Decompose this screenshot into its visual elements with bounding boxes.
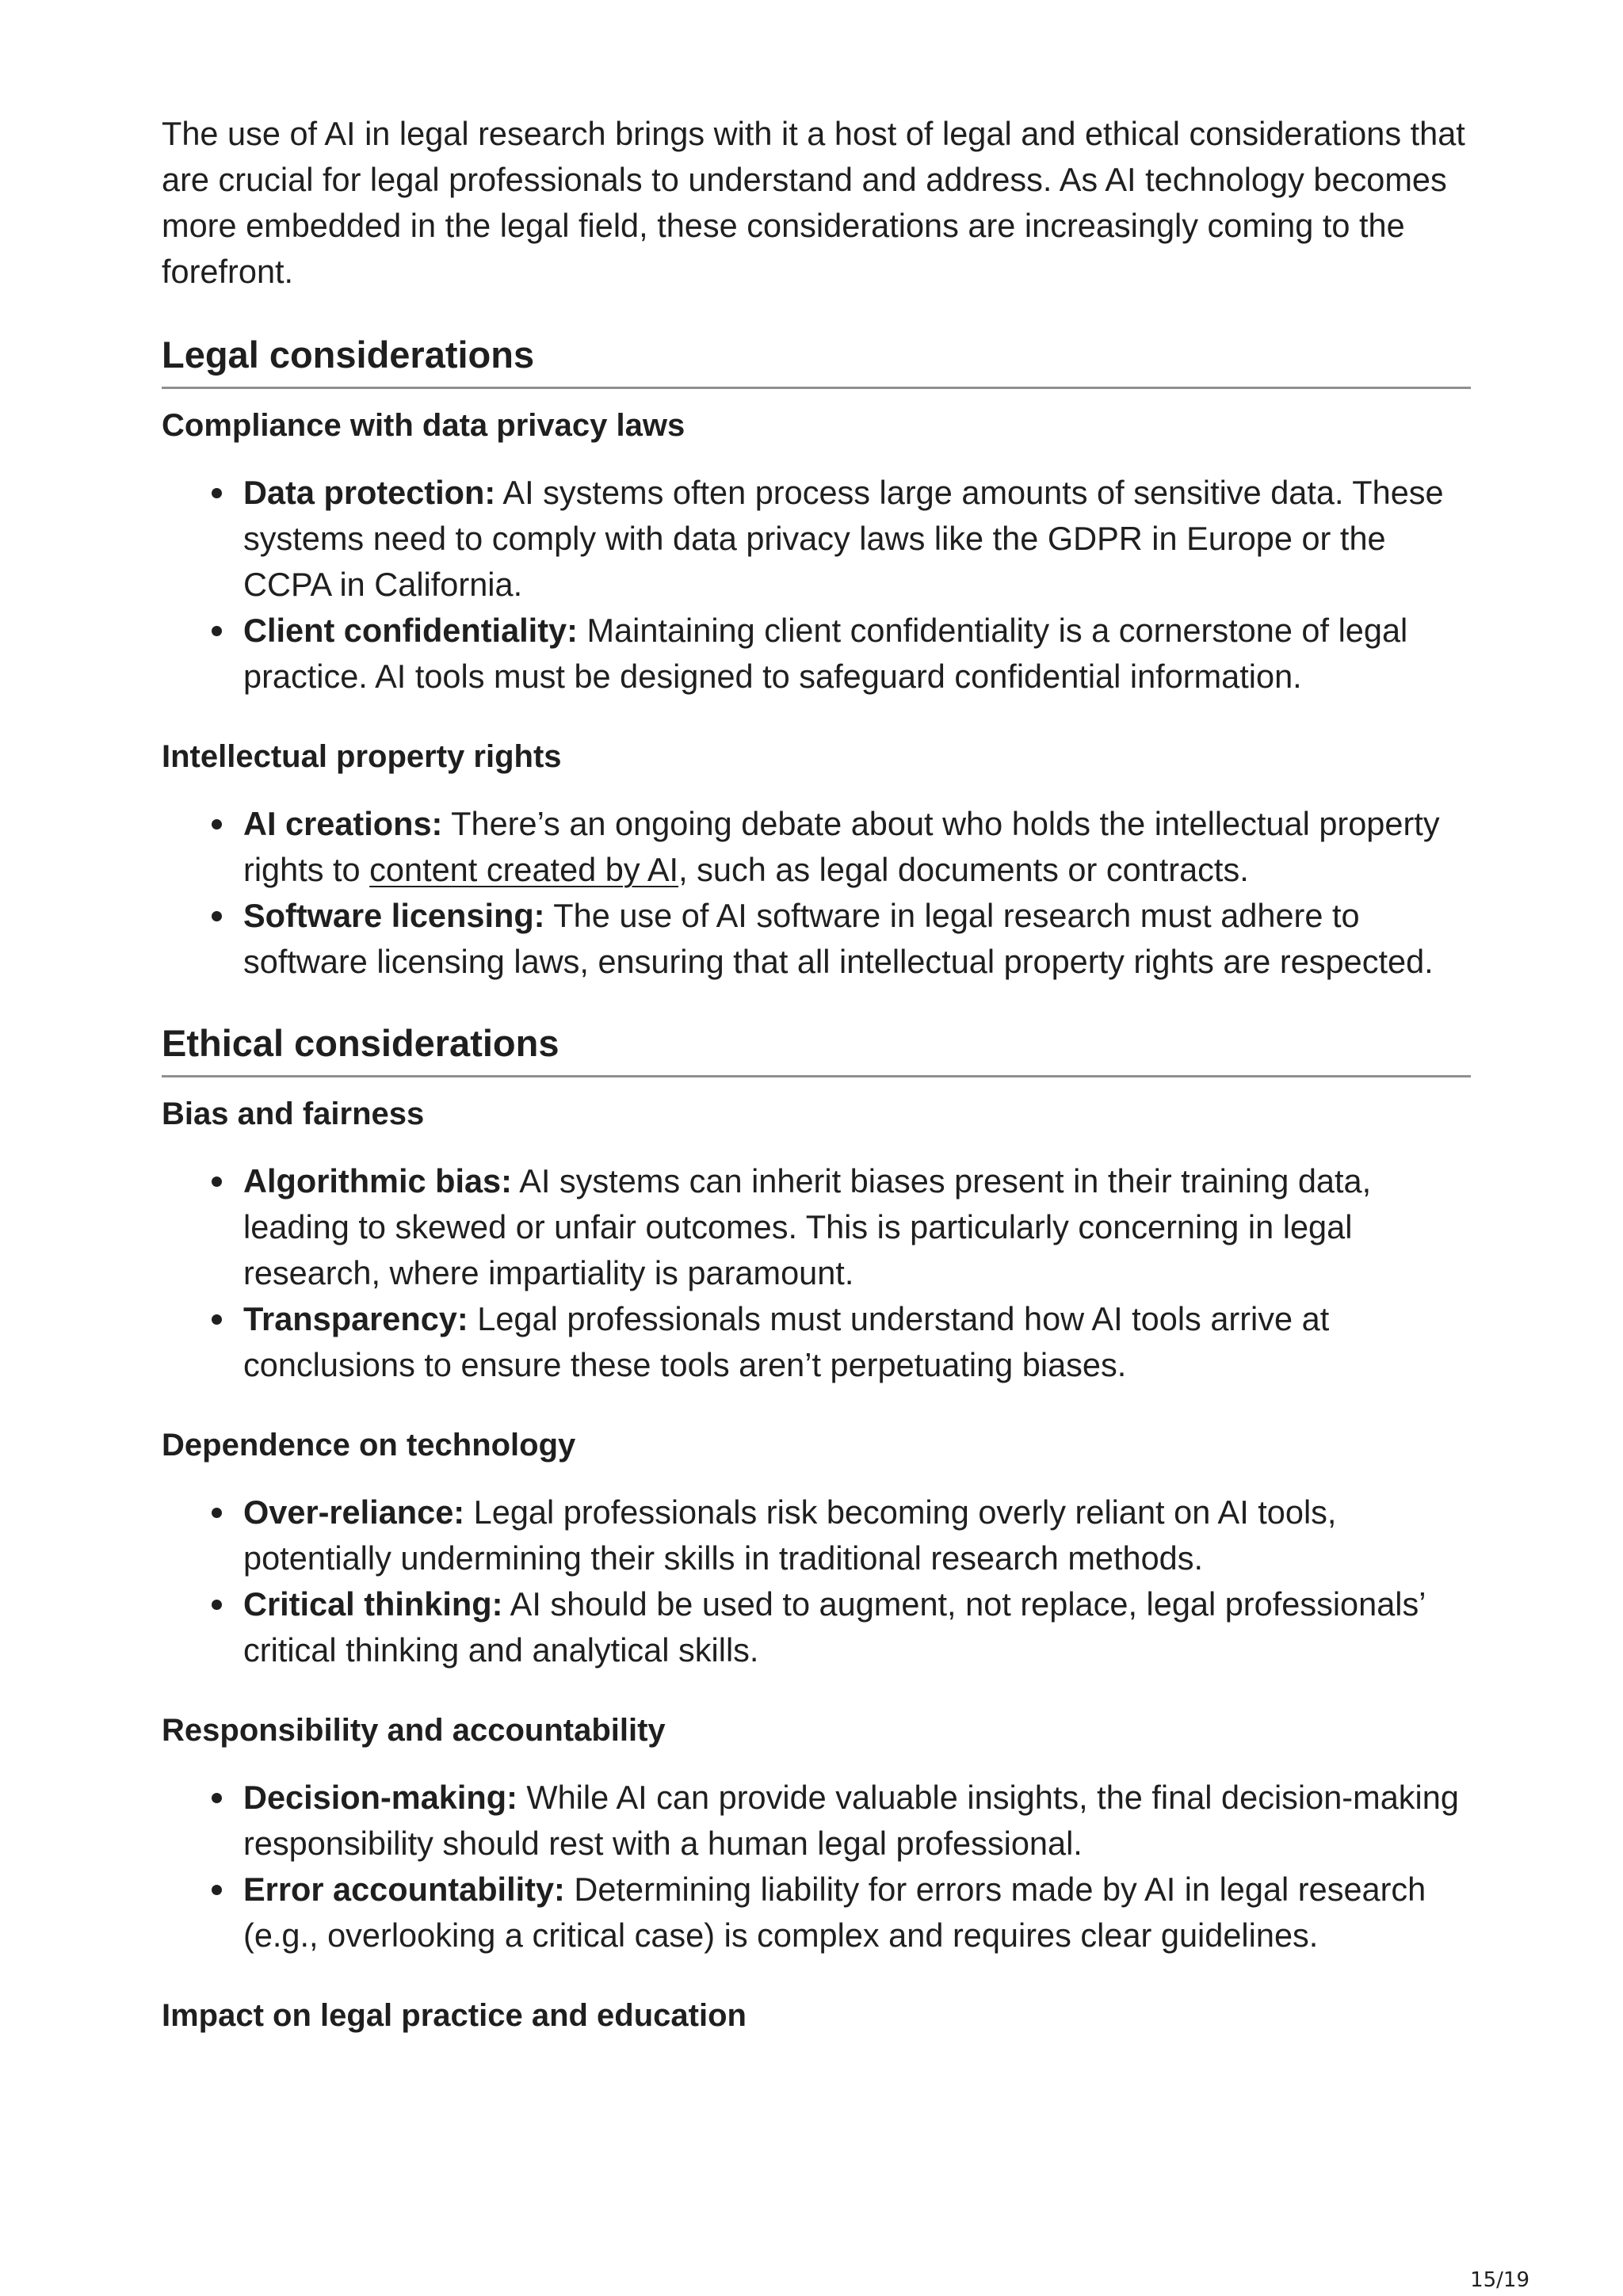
bullet-icon [212,1793,222,1803]
list-item [162,1296,1471,1388]
list-item-text: Maintaining client confidentiality is a cornerstone of legal practice. AI tools must be designed to safeguard confidential information. [243,612,1408,695]
list-item [162,470,1471,608]
bullet-icon [212,1508,222,1518]
subheading-dependence-technology: Dependence on technology [162,1428,576,1463]
bullet-icon [212,1177,222,1187]
bullet-icon [212,1314,222,1325]
list-item [162,1489,1471,1581]
intro-paragraph: The use of AI in legal research brings with it a host of legal and ethical considerations that are crucial for legal professionals to understand and address. As AI technology becomes more embedded in the legal field, these considerations are increasingly coming to the forefront. [162,115,1465,290]
list-item-term: Transparency: [243,1300,468,1337]
list-item-text: While AI can provide valuable insights, the final decision-making responsibility should rest with a human legal professional. [243,1779,1459,1862]
page-number: 15/19 [1470,2268,1529,2292]
list-item-term: Critical thinking: [243,1585,503,1623]
list-item-text: There’s an ongoing debate about who holds the intellectual property rights to [243,805,1440,888]
list-item [162,893,1471,985]
subheading-bias-fairness: Bias and fairness [162,1097,425,1131]
list-item-text: AI should be used to augment, not replace, legal professionals’ critical thinking and analytical skills. [243,1585,1425,1669]
content-created-by-ai-link[interactable]: content created by AI [369,851,679,888]
intellectual-property-list [162,801,1471,985]
subheading-responsibility-accountability: Responsibility and accountability [162,1713,666,1748]
list-item-text: Legal professionals must understand how AI tools arrive at conclusions to ensure these tools aren’t perpetuating biases. [243,1300,1330,1383]
list-item-text: Determining liability for errors made by AI in legal research (e.g., overlooking a critical case) is complex and requires clear guidelines. [243,1871,1426,1954]
list-item-term: Over-reliance: [243,1493,465,1531]
list-item-text: AI systems can inherit biases present in their training data, leading to skewed or unfair outcomes. This is particularly concerning in legal research, where impartiality is paramount. [243,1162,1372,1291]
section-heading-ethical: Ethical considerations [162,1020,1471,1077]
list-item [162,608,1471,700]
list-item-term: Software licensing: [243,897,545,934]
bullet-icon [212,626,222,636]
list-item-text: AI systems often process large amounts of sensitive data. These systems need to comply with data privacy laws like the GDPR in Europe or the CCPA in California. [243,474,1444,603]
subheading-data-privacy: Compliance with data privacy laws [162,408,685,443]
bullet-icon [212,1885,222,1895]
list-item [162,1867,1471,1958]
list-item-term: Decision-making: [243,1779,517,1816]
list-item [162,801,1471,893]
list-item-text: Legal professionals risk becoming overly reliant on AI tools, potentially undermining their skills in traditional research methods. [243,1493,1337,1577]
list-item-text: , such as legal documents or contracts. [678,851,1249,888]
bias-fairness-list [162,1158,1471,1388]
data-privacy-list [162,470,1471,700]
list-item-term: AI creations: [243,805,443,842]
list-item [162,1581,1471,1673]
list-item-term: Client confidentiality: [243,612,578,649]
subheading-impact-practice-education: Impact on legal practice and education [162,1998,747,2033]
bullet-icon [212,819,222,830]
list-item-term: Algorithmic bias: [243,1162,512,1199]
bullet-icon [212,1600,222,1610]
list-item [162,1158,1471,1296]
subheading-intellectual-property: Intellectual property rights [162,739,562,774]
list-item [162,1775,1471,1867]
list-item-term: Error accountability: [243,1871,565,1908]
list-item-term: Data protection: [243,474,496,511]
dependence-technology-list [162,1489,1471,1673]
list-item-text: The use of AI software in legal research must adhere to software licensing laws, ensuring that all intellectual property rights are respected. [243,897,1434,980]
section-heading-legal: Legal considerations [162,331,1471,389]
bullet-icon [212,488,222,498]
document-page [162,111,1471,2060]
responsibility-accountability-list [162,1775,1471,1958]
bullet-icon [212,911,222,921]
